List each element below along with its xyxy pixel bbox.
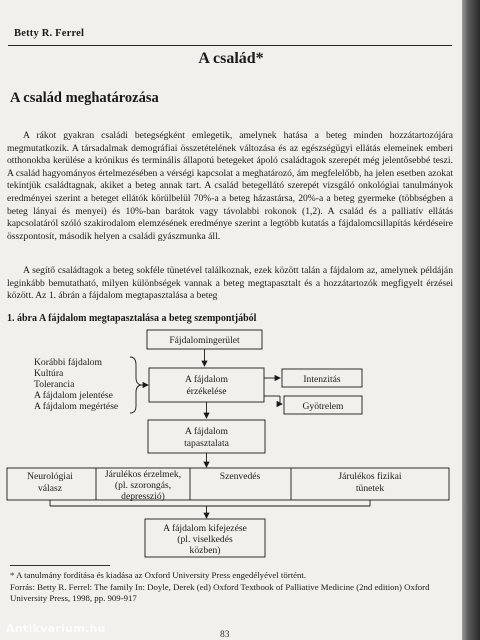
cell-physical-line1: Járulékos fizikai: [338, 471, 402, 482]
modifiers-brace: [130, 357, 141, 413]
expression-label-line3: közben): [189, 545, 221, 556]
modifier-item: Korábbi fájdalom: [34, 357, 102, 368]
expression-label-line2: (pl. viselkedés: [177, 534, 233, 545]
experience-label-line2: tapasztalata: [184, 438, 229, 449]
running-head: Betty R. Ferrel: [14, 28, 85, 39]
figure-title: 1. ábra A fájdalom megtapasztalása a beteg szempontjából: [7, 313, 257, 324]
perception-label-line2: érzékelése: [186, 386, 227, 397]
footnote-translation: * A tanulmány fordítása és kiadása az Oxford University Press engedélyével történt.: [10, 570, 307, 580]
cell-suffering: Szenvedés: [219, 471, 261, 482]
intensity-label: Intenzitás: [303, 374, 341, 385]
expression-label-line1: A fájdalom kifejezése: [163, 523, 247, 534]
cell-neuro-line1: Neurológiai: [27, 471, 73, 482]
cell-emotions-line2: (pl. szorongás,: [114, 480, 172, 491]
cell-emotions-line3: depresszió): [121, 491, 165, 502]
cell-physical-line2: tünetek: [355, 483, 385, 494]
footnote-source: Forrás: Betty R. Ferrel: The family In: Doyle, Derek (ed) Oxford Textbook of Palliative Medicine (2nd edition) Oxford University Press, 1998, pp. 909-917: [10, 582, 430, 603]
book-spine-shadow: [462, 0, 480, 640]
body-paragraph-1: A rákot gyakran családi betegségként emlegetik, amelynek hatása a beteg minden hozzátartozójára megmutatkozik. A társadalmak demográfiai összetételének változása és az egészségügyi ellátás elemeinek emberi otthonokba kerülése a krónikus és terminális állapotú betegeket ápoló családtagok szerepét még jelentősebbé teszi. A család hagyományos értelmezésében a vérségi kapcsolat a meghatározó, ám megfelelőbb, ha jelen esetben azokat tekintjük családtagnak, akiket a beteg annak tart. A család betegellátó szerepét vizsgáló onkológiai tanulmányok eredményei szerint a beteget ellátók körülbelül 70%-a a beteg házastársa, 20%-a a beteg gyermeke (többségben a beteg lányai és menyei) és 10%-ban barátok vagy távolabbi rokonok (1,2). A család és a palliatív ellátás kapcsolatáról szóló szakirodalom elemzésének eredménye szerint a legtöbb kutatás a fájdalomcsillapítás kérdéseire összpontosít, második helyen a családi gyászmunka áll.: [7, 130, 453, 242]
header-rule: [8, 45, 452, 46]
watermark: Antikvarium.hu: [6, 622, 106, 635]
cell-neuro-line2: válasz: [38, 483, 62, 494]
footnote-rule: [10, 565, 110, 566]
modifier-item: A fájdalom megértése: [34, 401, 119, 412]
cell-emotions-line1: Járulékos érzelmek,: [104, 469, 182, 480]
modifier-item: A fájdalom jelentése: [34, 390, 113, 401]
chapter-title: A család*: [198, 50, 264, 67]
page-number: 83: [220, 630, 230, 640]
experience-label-line1: A fájdalom: [185, 426, 228, 437]
pain-experience-diagram: [0, 326, 462, 562]
modifier-item: Tolerancia: [34, 379, 75, 390]
modifier-item: Kultúra: [34, 368, 64, 379]
perception-label-line1: A fájdalom: [185, 374, 228, 385]
section-title: A család meghatározása: [10, 90, 159, 106]
suffering-label: Gyötrelem: [302, 401, 344, 412]
body-paragraph-2: A segítő családtagok a beteg sokféle tünetével találkoznak, ezek között talán a fájdalom az, amelynek példáján leginkább bemutatható, milyen különbségek vannak a beteg megtapasztalt és a hozzátartozók megfigyelt érzései között. Az 1. ábrán a fájdalom megtapasztalása a beteg: [7, 265, 453, 302]
stimulus-label: Fájdalomingerület: [169, 335, 240, 346]
